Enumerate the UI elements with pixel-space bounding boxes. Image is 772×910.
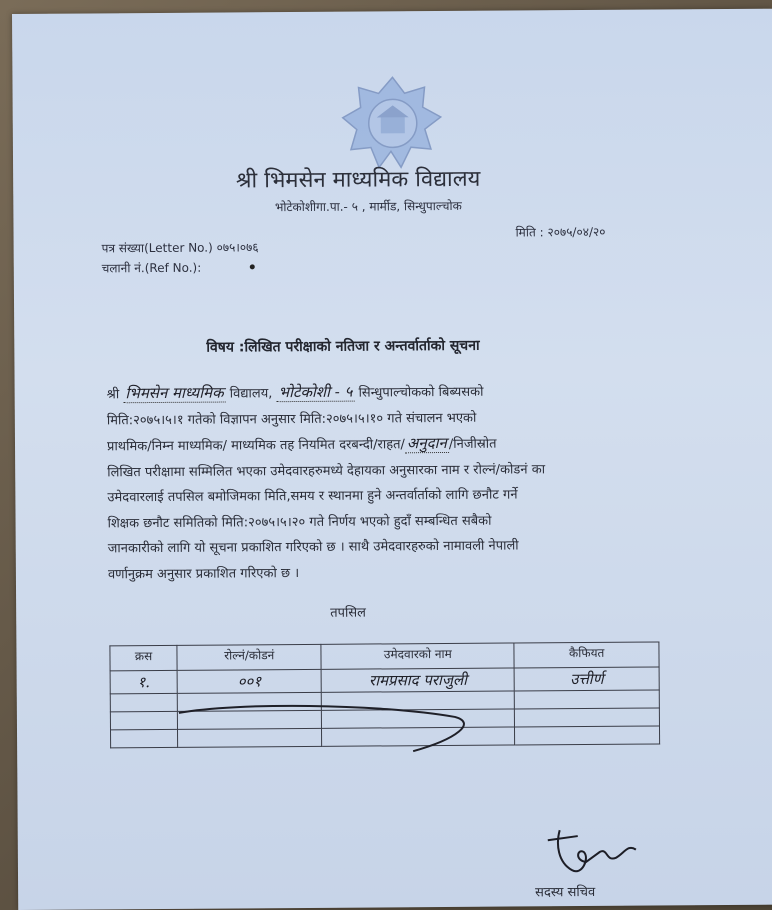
body-line-8: वर्णानुक्रम अनुसार प्रकाशित गरिएको छ ।: [107, 565, 300, 582]
signatory-title: सदस्य सचिव: [535, 884, 596, 901]
col-roll: रोल्नं/कोडनं: [177, 644, 321, 670]
letter-number: पत्र संख्या(Letter No.) ०७५।०७६: [101, 240, 259, 256]
body-line-2: मिति:२०७५।५।१ गतेको विज्ञापन अनुसार मिति:२०७५।५।१० गते संचालन भएको: [106, 410, 477, 428]
col-remarks: कैफियत: [514, 642, 659, 668]
cell-remarks: उत्तीर्ण: [514, 667, 659, 691]
body-line-4: लिखित परीक्षामा सम्मिलित भएका उमेदवारहरुमध्ये देहायका अनुसारका नाम र रोल्नं/कोडनं का: [107, 461, 546, 480]
notice-subject: विषय :लिखित परीक्षाको नतिजा र अन्तर्वार्ताको सूचना: [206, 337, 480, 356]
school-name: श्री भिमसेन माध्यमिक विद्यालय: [235, 166, 481, 194]
cell-name: रामप्रसाद पराजुली: [321, 668, 514, 692]
reference-number: चलानी नं.(Ref No.):: [101, 260, 202, 276]
col-serial: क्रस: [110, 645, 177, 670]
cell-roll: ००१: [177, 669, 321, 693]
school-seal-icon: [340, 75, 445, 172]
handwritten-place: भोटेकोशी - ५: [276, 383, 354, 403]
body-line-1: श्री भिमसेन माध्यमिक विद्यालय, भोटेकोशी - ५ सिन्धुपाल्चोकको बिब्यसको: [106, 382, 484, 403]
handwritten-school: भिमसेन माध्यमिक: [123, 384, 225, 404]
strike-through-mark: [177, 699, 477, 761]
body-line-7: जानकारीको लागि यो सूचना प्रकाशित गरिएको छ । साथै उमेदवारहरुको नामावली नेपाली: [107, 538, 519, 557]
body-line-5: उमेदवारलाई तपसिल बमोजिमका मिति,समय र स्थानमा हुने अन्तर्वार्ताको लागि छनौट गर्ने: [107, 487, 518, 506]
signature-mark: [538, 822, 648, 883]
notice-body: [107, 377, 668, 587]
table-header-row: [110, 642, 659, 671]
cell-serial: १.: [110, 670, 177, 693]
body-line-6: शिक्षक छनौट समितिको मिति:२०७५।५।२० गते निर्णय भएको हुदाँ सम्बन्धित सबैको: [107, 513, 492, 531]
schedule-heading: तपसिल: [330, 605, 367, 621]
handwritten-type: अनुदान: [405, 434, 449, 453]
school-address: भोटेकोशीगा.पा.- ५ , मार्मीड, सिन्धुपाल्चोक: [274, 198, 462, 215]
notice-date: मिति : २०७५/०४/२०: [515, 224, 606, 240]
col-name: उमेदवारको नाम: [321, 643, 514, 669]
notice-paper: [12, 9, 772, 910]
body-line-3: प्राथमिक/निम्न माध्यमिक/ माध्यमिक तह नियमित दरबन्दी/राहत/ अनुदान /निजीस्रोत: [106, 433, 497, 455]
ink-dot: [250, 264, 255, 269]
